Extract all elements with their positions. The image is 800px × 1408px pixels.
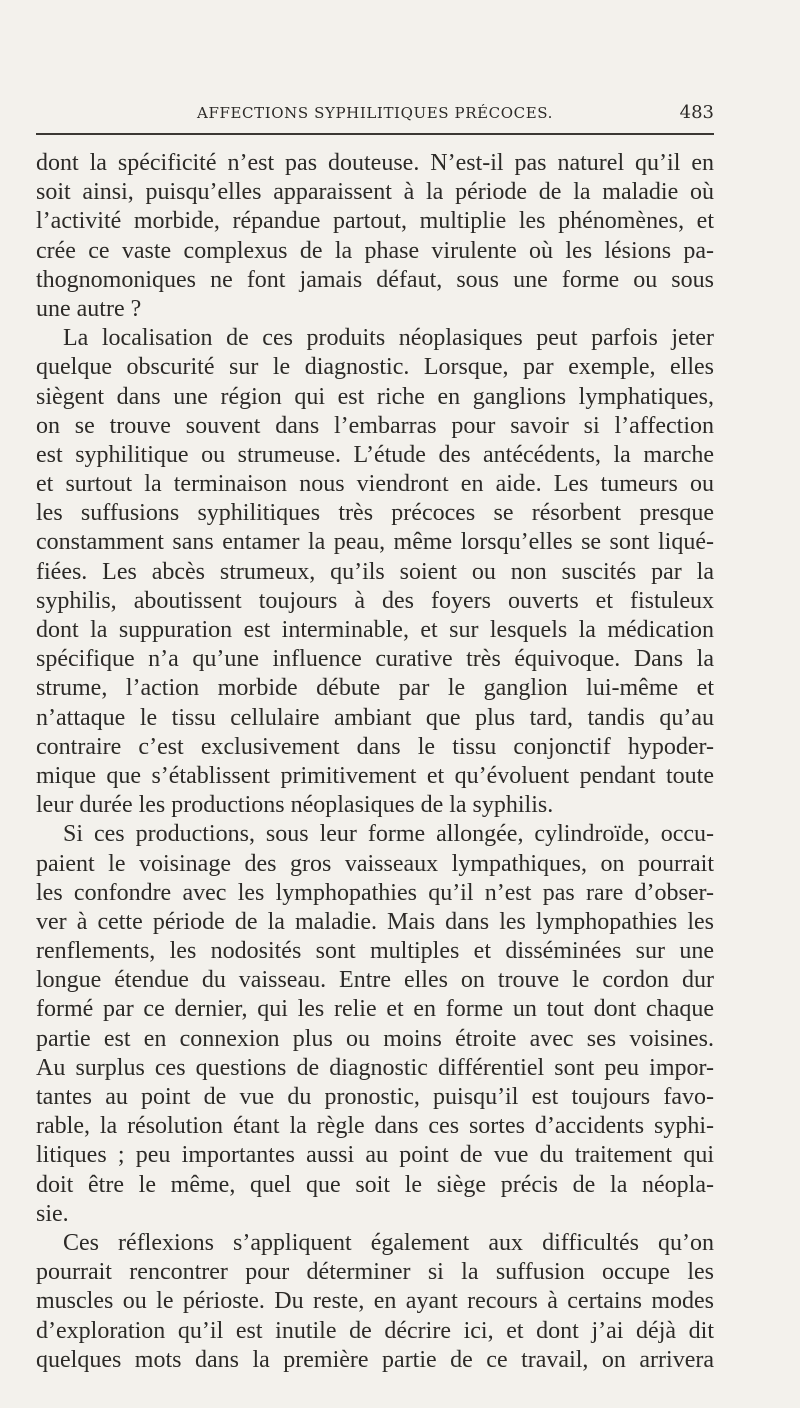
text-line: contraire c’est exclusivement dans le tissu conjonctif hypoder- [36,733,714,760]
running-title: AFFECTIONS SYPHILITIQUES PRÉCOCES. [197,104,553,122]
paragraph-first-line: Si ces productions, sous leur forme allongée, cylindroïde, occu- [63,821,714,848]
text-line: renflements, les nodosités sont multiples et disséminées sur une [36,938,714,965]
body-text [36,149,714,1375]
text-line: on se trouve souvent dans l’embarras pour savoir si l’affection [36,412,714,439]
text-line: syphilis, aboutissent toujours à des foyers ouverts et fistuleux [36,587,714,614]
text-line: thognomoniques ne font jamais défaut, sous une forme ou sous [36,266,714,293]
text-line: soit ainsi, puisqu’elles apparaissent à la période de la maladie où [36,179,714,206]
text-line: quelque obscurité sur le diagnostic. Lorsque, par exemple, elles [36,354,714,381]
text-line: muscles ou le périoste. Du reste, en ayant recours à certains modes [36,1288,714,1315]
text-line: d’exploration qu’il est inutile de décrire ici, et dont j’ai déjà dit [36,1317,714,1344]
text-line: paient le voisinage des gros vaisseaux lympathiques, on pourrait [36,850,714,877]
text-line: strume, l’action morbide débute par le ganglion lui-même et [36,675,714,702]
text-line: crée ce vaste complexus de la phase virulente où les lésions pa- [36,237,714,264]
text-line: mique que s’établissent primitivement et qu’évoluent pendant toute [36,762,714,789]
text-line: les suffusions syphilitiques très précoces se résorbent presque [36,500,714,527]
text-line: pourrait rencontrer pour déterminer si la suffusion occupe les [36,1259,714,1286]
paragraph-end-line: leur durée les productions néoplasiques de la syphilis. [36,792,554,819]
header-rule [36,133,714,135]
text-line: dont la suppuration est interminable, et sur lesquels la médication [36,617,714,643]
text-line: fiées. Les abcès strumeux, qu’ils soient ou non suscités par la [36,558,714,585]
text-line: les confondre avec les lymphopathies qu’il n’est pas rare d’obser- [36,879,714,906]
text-line: litiques ; peu importantes aussi au point de vue du traitement qui [36,1142,714,1169]
text-line: Au surplus ces questions de diagnostic différentiel sont peu impor- [36,1054,714,1081]
text-line: constamment sans entamer la peau, même lorsqu’elles se sont liqué- [36,529,714,556]
text-line: rable, la résolution étant la règle dans ces sortes d’accidents syphi- [36,1113,714,1140]
text-line: n’attaque le tissu cellulaire ambiant que plus tard, tandis qu’au [36,704,714,731]
paragraph-first-line: Ces réflexions s’appliquent également aux difficultés qu’on [63,1229,714,1256]
text-line: est syphilitique ou strumeuse. L’étude des antécédents, la marche [36,441,714,468]
text-line: tantes au point de vue du pronostic, puisqu’il est toujours favo- [36,1084,714,1110]
text-line: doit être le même, quel que soit le siège précis de la néopla- [36,1171,714,1198]
paragraph-first-line: La localisation de ces produits néoplasiques peut parfois jeter [63,325,714,352]
text-line: longue étendue du vaisseau. Entre elles on trouve le cordon dur [36,967,714,994]
text-line: et surtout la terminaison nous viendront en aide. Les tumeurs ou [36,471,714,498]
text-line: l’activité morbide, répandue partout, multiplie les phénomènes, et [36,208,714,235]
text-line: partie est en connexion plus ou moins étroite avec ses voisines. [36,1025,714,1052]
text-line: spécifique n’a qu’une influence curative très équivoque. Dans la [36,646,714,673]
text-line: siègent dans une région qui est riche en ganglions lymphatiques, [36,383,714,410]
text-line: dont la spécificité n’est pas douteuse. N’est-il pas naturel qu’il en [36,150,714,176]
paragraph-end-line: une autre ? [36,295,142,322]
text-line: quelques mots dans la première partie de ce travail, on arrivera [36,1346,714,1373]
text-line: ver à cette période de la maladie. Mais dans les lymphopathies les [36,908,714,935]
running-head [36,104,714,126]
paragraph-end-line: sie. [36,1200,69,1227]
page-number: 483 [679,102,714,123]
text-line: formé par ce dernier, qui les relie et en forme un tout dont chaque [36,996,714,1023]
